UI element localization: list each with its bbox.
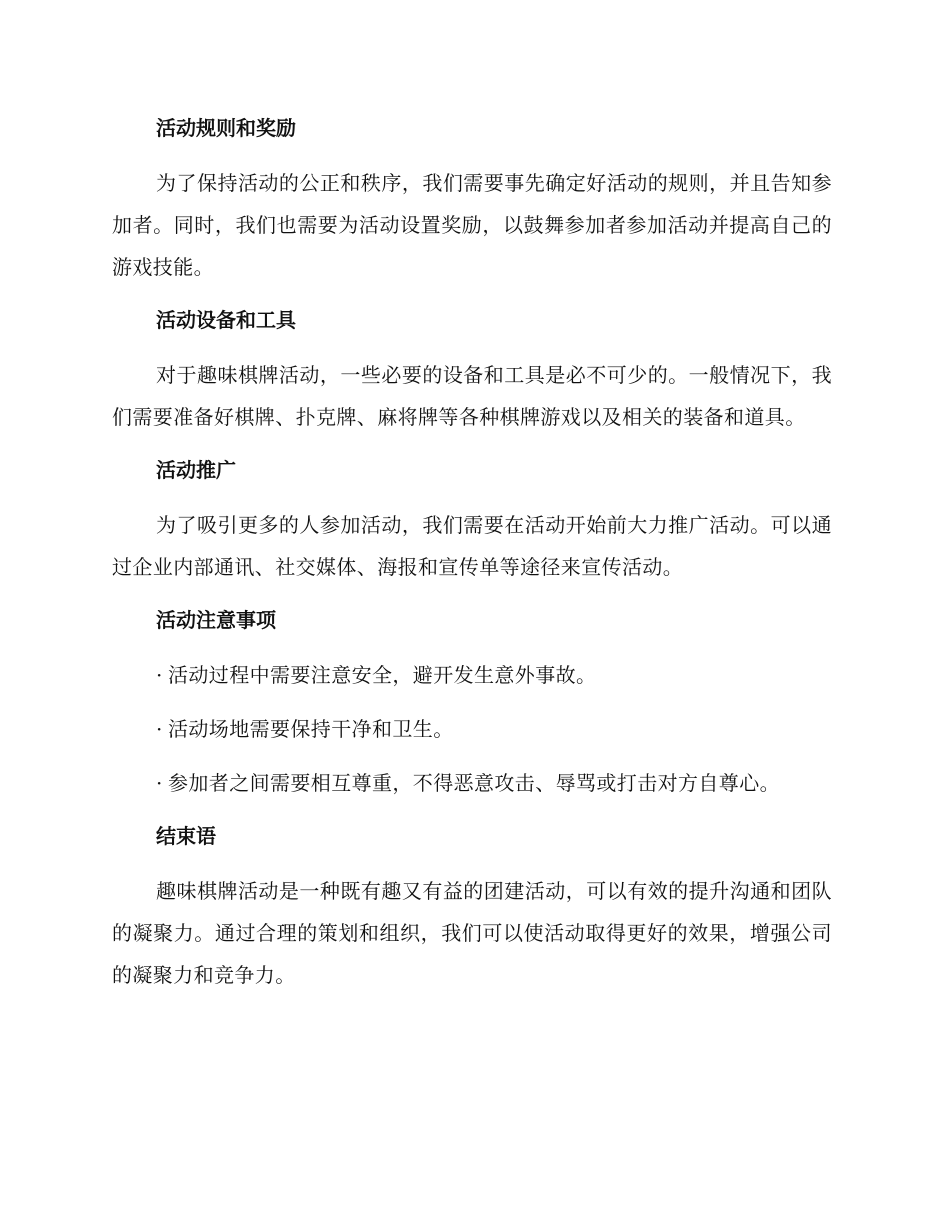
bullet-dot-icon: · xyxy=(156,771,163,795)
document-body xyxy=(112,108,832,1008)
section-heading: 活动注意事项 xyxy=(156,608,276,632)
section-conclusion xyxy=(112,816,832,996)
bullet-text: 活动场地需要保持干净和卫生。 xyxy=(168,717,454,741)
section-heading: 活动推广 xyxy=(156,458,236,482)
paragraph: 为了保持活动的公正和秩序，我们需要事先确定好活动的规则，并且告知参加者。同时，我们也需要为活动设置奖励，以鼓舞参加者参加活动并提高自己的游戏技能。 xyxy=(112,171,832,279)
bullet-text: 参加者之间需要相互尊重，不得恶意攻击、辱骂或打击对方自尊心。 xyxy=(168,771,780,795)
bullet-item xyxy=(112,654,832,696)
section-equipment-tools xyxy=(112,300,832,438)
bullet-item xyxy=(112,762,832,804)
bullet-item xyxy=(112,708,832,750)
section-rules-rewards xyxy=(112,108,832,288)
paragraph: 为了吸引更多的人参加活动，我们需要在活动开始前大力推广活动。可以通过企业内部通讯、社交媒体、海报和宣传单等途径来宣传活动。 xyxy=(112,513,832,579)
bullet-dot-icon: · xyxy=(156,663,163,687)
bullet-dot-icon: · xyxy=(156,717,163,741)
paragraph: 趣味棋牌活动是一种既有趣又有益的团建活动，可以有效的提升沟通和团队的凝聚力。通过合理的策划和组织，我们可以使活动取得更好的效果，增强公司的凝聚力和竞争力。 xyxy=(112,879,832,987)
section-precautions xyxy=(112,600,832,804)
section-heading: 活动规则和奖励 xyxy=(156,116,296,140)
paragraph: 对于趣味棋牌活动，一些必要的设备和工具是必不可少的。一般情况下，我们需要准备好棋牌、扑克牌、麻将牌等各种棋牌游戏以及相关的装备和道具。 xyxy=(112,363,832,429)
section-heading: 活动设备和工具 xyxy=(156,308,296,332)
section-promotion xyxy=(112,450,832,588)
section-heading: 结束语 xyxy=(156,824,216,848)
bullet-text: 活动过程中需要注意安全，避开发生意外事故。 xyxy=(168,663,597,687)
